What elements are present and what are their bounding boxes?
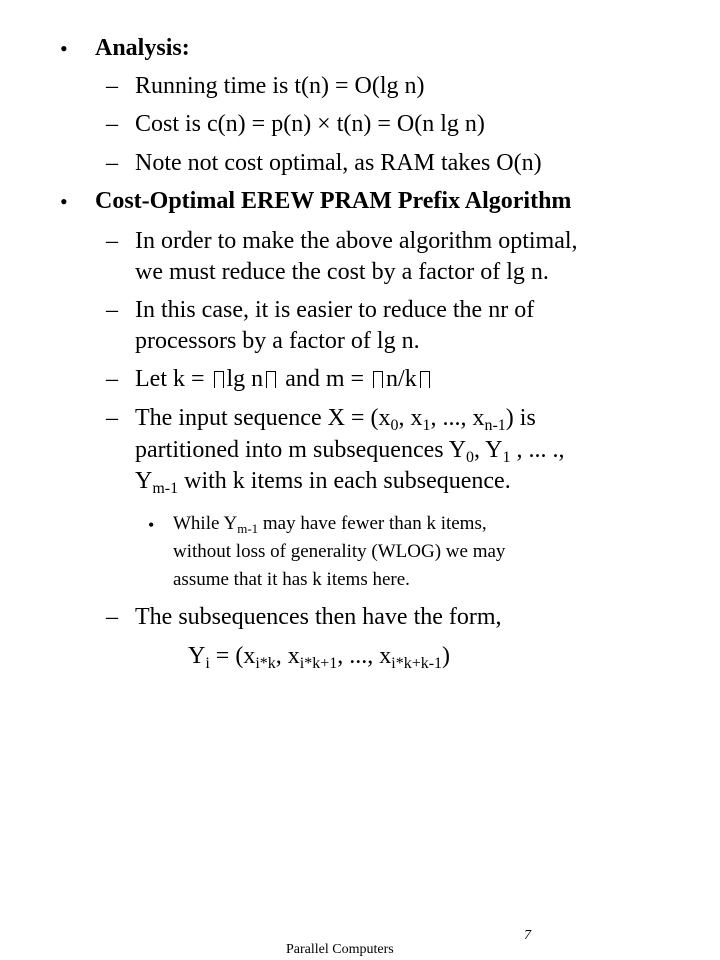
ceiling-open-icon bbox=[214, 371, 224, 388]
page-number: 7 bbox=[524, 928, 531, 943]
dash-marker: – bbox=[106, 366, 118, 392]
dash-marker: – bbox=[106, 297, 118, 323]
bullet-marker: • bbox=[60, 189, 68, 214]
ceiling-open-icon bbox=[373, 371, 383, 388]
ceiling-close-icon bbox=[420, 371, 430, 388]
running-time-item: Running time is t(n) = O(lg n) bbox=[135, 73, 425, 99]
dash-marker: – bbox=[106, 150, 118, 176]
input-sequence-line-2: partitioned into m subsequences $Y_0$, $Y_1$ , ... ., bbox=[135, 437, 565, 466]
footer-text: Parallel Computers bbox=[286, 942, 394, 957]
wlog-line-3: assume that it has k items here. bbox=[173, 569, 410, 590]
not-optimal-item: Note not cost optimal, as RAM takes O(n) bbox=[135, 150, 542, 176]
dash-marker: – bbox=[106, 111, 118, 137]
reduce-cost-line-2: we must reduce the cost by a factor of lg n. bbox=[135, 259, 549, 285]
input-sequence-line-3: $Y_{m-1}$ with k items in each subsequence. bbox=[135, 468, 511, 497]
subsequence-form-item: The subsequences then have the form, bbox=[135, 604, 502, 630]
heading-analysis: Analysis: bbox=[95, 35, 190, 61]
wlog-line-2: without loss of generality (WLOG) we may bbox=[173, 541, 506, 562]
dash-marker: – bbox=[106, 228, 118, 254]
dash-marker: – bbox=[106, 604, 118, 630]
bullet-marker: • bbox=[60, 36, 68, 61]
subsequence-formula: $Y_i = (x_{i*k}$, $x_{i*k+1}$, ..., $x_{i*k+k-1}$) bbox=[188, 643, 451, 672]
reduce-processors-line-2: processors by a factor of lg n. bbox=[135, 328, 420, 354]
wlog-line-1: While $Y_{m-1}$ may have fewer than k items, bbox=[173, 513, 487, 536]
let-k-item: Let k = lg n and m = n/k bbox=[135, 364, 433, 394]
ceiling-close-icon bbox=[266, 371, 276, 388]
cost-item: Cost is c(n) = p(n) × t(n) = O(n lg n) bbox=[135, 111, 485, 137]
input-sequence-line-1: The input sequence $X = (x_0$, $x_1$, ..., $x_{n-1}$) is bbox=[135, 405, 536, 434]
dash-marker: – bbox=[106, 73, 118, 99]
heading-cost-optimal: Cost-Optimal EREW PRAM Prefix Algorithm bbox=[95, 188, 572, 214]
reduce-processors-line-1: In this case, it is easier to reduce the nr of bbox=[135, 297, 535, 323]
small-bullet-marker: • bbox=[148, 515, 155, 535]
dash-marker: – bbox=[106, 405, 118, 431]
reduce-cost-line-1: In order to make the above algorithm optimal, bbox=[135, 228, 578, 254]
